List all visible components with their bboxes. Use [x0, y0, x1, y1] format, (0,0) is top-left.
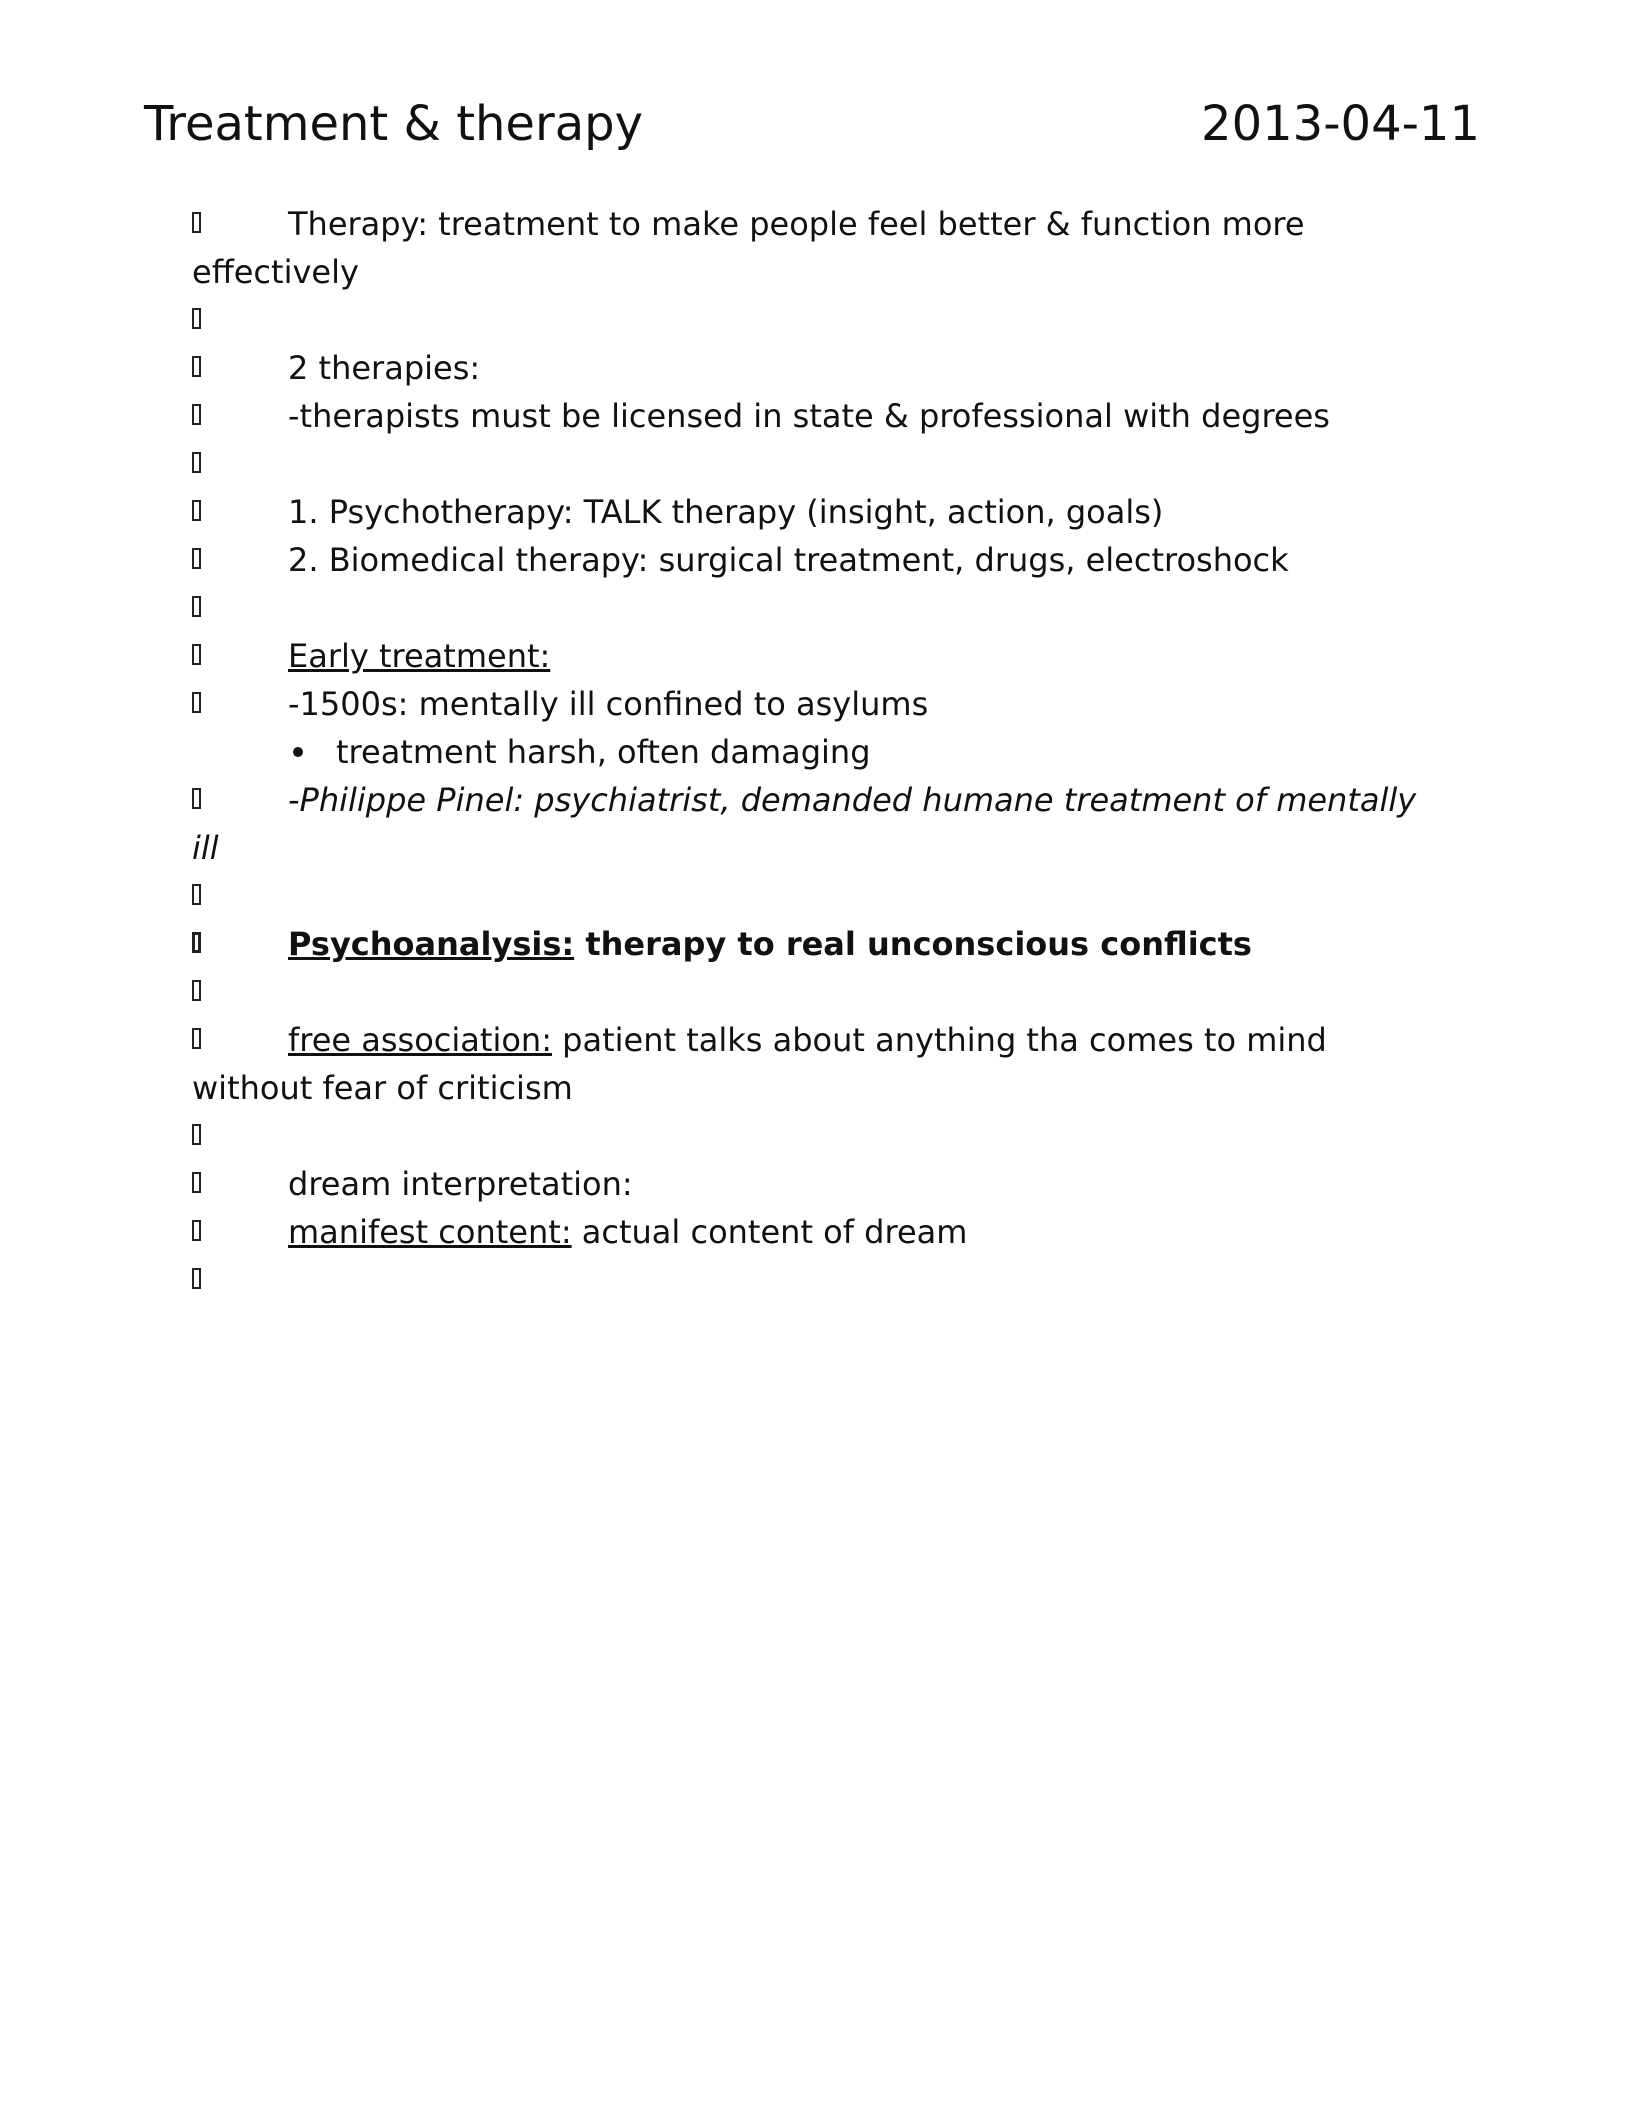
note-line	[192, 200, 1432, 296]
note-line	[192, 392, 1432, 440]
term: Psychoanalysis:	[288, 925, 575, 963]
missing-glyph-icon	[192, 404, 201, 425]
page-header	[144, 92, 1480, 156]
definition: patient talks about anything tha comes to mind	[551, 1021, 1327, 1059]
missing-glyph-icon	[192, 1028, 201, 1049]
missing-glyph-icon	[192, 308, 201, 329]
note-line-empty	[192, 1256, 1432, 1304]
missing-glyph-icon	[192, 452, 201, 473]
bullet-item	[192, 728, 1432, 776]
missing-glyph-icon	[192, 788, 201, 809]
missing-glyph-icon	[192, 692, 201, 713]
note-line-empty	[192, 872, 1432, 920]
term: manifest content:	[288, 1213, 572, 1251]
missing-glyph-icon	[192, 884, 201, 905]
page-date: 2013-04-11	[1201, 96, 1480, 152]
note-line	[192, 632, 1432, 680]
note-text-wrap: ill	[192, 829, 219, 867]
note-text: Therapy: treatment to make people feel better & function more	[288, 205, 1305, 243]
note-line-empty	[192, 440, 1432, 488]
note-line	[192, 488, 1432, 536]
note-line	[192, 344, 1432, 392]
note-text: dream interpretation:	[288, 1165, 633, 1203]
page-title: Treatment & therapy	[144, 96, 643, 152]
note-line	[192, 536, 1432, 584]
missing-glyph-icon	[192, 596, 201, 617]
missing-glyph-icon	[192, 548, 201, 569]
term: free association:	[288, 1021, 552, 1059]
note-line	[192, 680, 1432, 728]
missing-glyph-icon	[192, 980, 201, 1001]
note-text: 1. Psychotherapy: TALK therapy (insight, action, goals)	[288, 493, 1164, 531]
missing-glyph-icon	[192, 500, 201, 521]
note-line-empty	[192, 584, 1432, 632]
definition: therapy to real unconscious conflicts	[574, 925, 1252, 963]
note-line	[192, 1160, 1432, 1208]
note-line	[192, 1208, 1432, 1256]
note-line-empty	[192, 1112, 1432, 1160]
note-text-wrap: effectively	[192, 253, 359, 291]
note-line-empty	[192, 296, 1432, 344]
missing-glyph-icon	[192, 932, 201, 953]
missing-glyph-icon	[192, 1220, 201, 1241]
note-line-empty	[192, 968, 1432, 1016]
bullet-icon	[293, 747, 303, 757]
note-text: -therapists must be licensed in state & professional with degrees	[288, 397, 1330, 435]
note-text: 2 therapies:	[288, 349, 481, 387]
note-line	[192, 920, 1432, 968]
note-text-wrap: without fear of criticism	[192, 1069, 573, 1107]
missing-glyph-icon	[192, 1124, 201, 1145]
missing-glyph-icon	[192, 1172, 201, 1193]
missing-glyph-icon	[192, 212, 201, 233]
note-line	[192, 776, 1432, 872]
note-text: -1500s: mentally ill confined to asylums	[288, 685, 929, 723]
definition: actual content of dream	[571, 1213, 968, 1251]
note-text: -Philippe Pinel: psychiatrist, demanded humane treatment of mentally	[288, 781, 1417, 819]
notes-body	[192, 200, 1432, 1304]
missing-glyph-icon	[192, 356, 201, 377]
missing-glyph-icon	[192, 1268, 201, 1289]
section-heading: Early treatment:	[288, 637, 551, 675]
note-text: 2. Biomedical therapy: surgical treatment, drugs, electroshock	[288, 541, 1289, 579]
bullet-text: treatment harsh, often damaging	[336, 733, 871, 771]
missing-glyph-icon	[192, 644, 201, 665]
note-line	[192, 1016, 1432, 1112]
